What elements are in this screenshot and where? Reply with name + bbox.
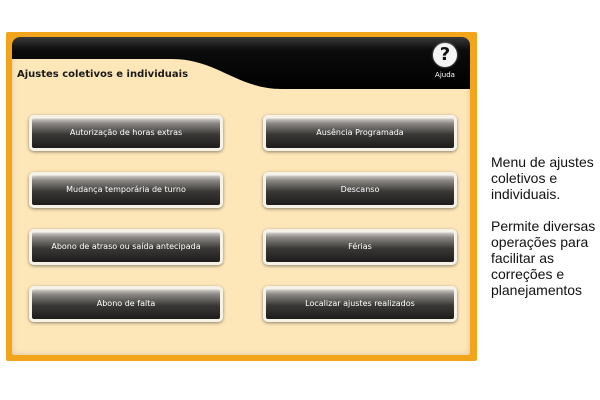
caption-paragraph-2: Permite diversas operações para facilitar as correções e planejamentos <box>491 218 596 298</box>
question-icon: ? <box>433 43 457 67</box>
absence-allowance-button[interactable]: Abono de falta <box>29 286 223 322</box>
scheduled-absence-button[interactable]: Ausência Programada <box>263 115 457 151</box>
caption-paragraph-1: Menu de ajustes coletivos e individuais. <box>491 154 594 202</box>
rest-button[interactable]: Descanso <box>263 172 457 208</box>
panel-title: Ajustes coletivos e individuais <box>17 69 189 80</box>
adjustments-panel <box>12 37 470 355</box>
overtime-authorization-button[interactable]: Autorização de horas extras <box>29 115 223 151</box>
help-label: Ajuda <box>435 71 455 79</box>
help-button[interactable] <box>427 43 463 89</box>
vacation-button[interactable]: Férias <box>263 229 457 265</box>
header-bar <box>12 37 470 97</box>
temporary-shift-change-button[interactable]: Mudança temporária de turno <box>29 172 223 208</box>
find-adjustments-button[interactable]: Localizar ajustes realizados <box>263 286 457 322</box>
slide-caption <box>491 154 599 298</box>
late-early-leave-allowance-button[interactable]: Abono de atraso ou saída antecipada <box>29 229 223 265</box>
